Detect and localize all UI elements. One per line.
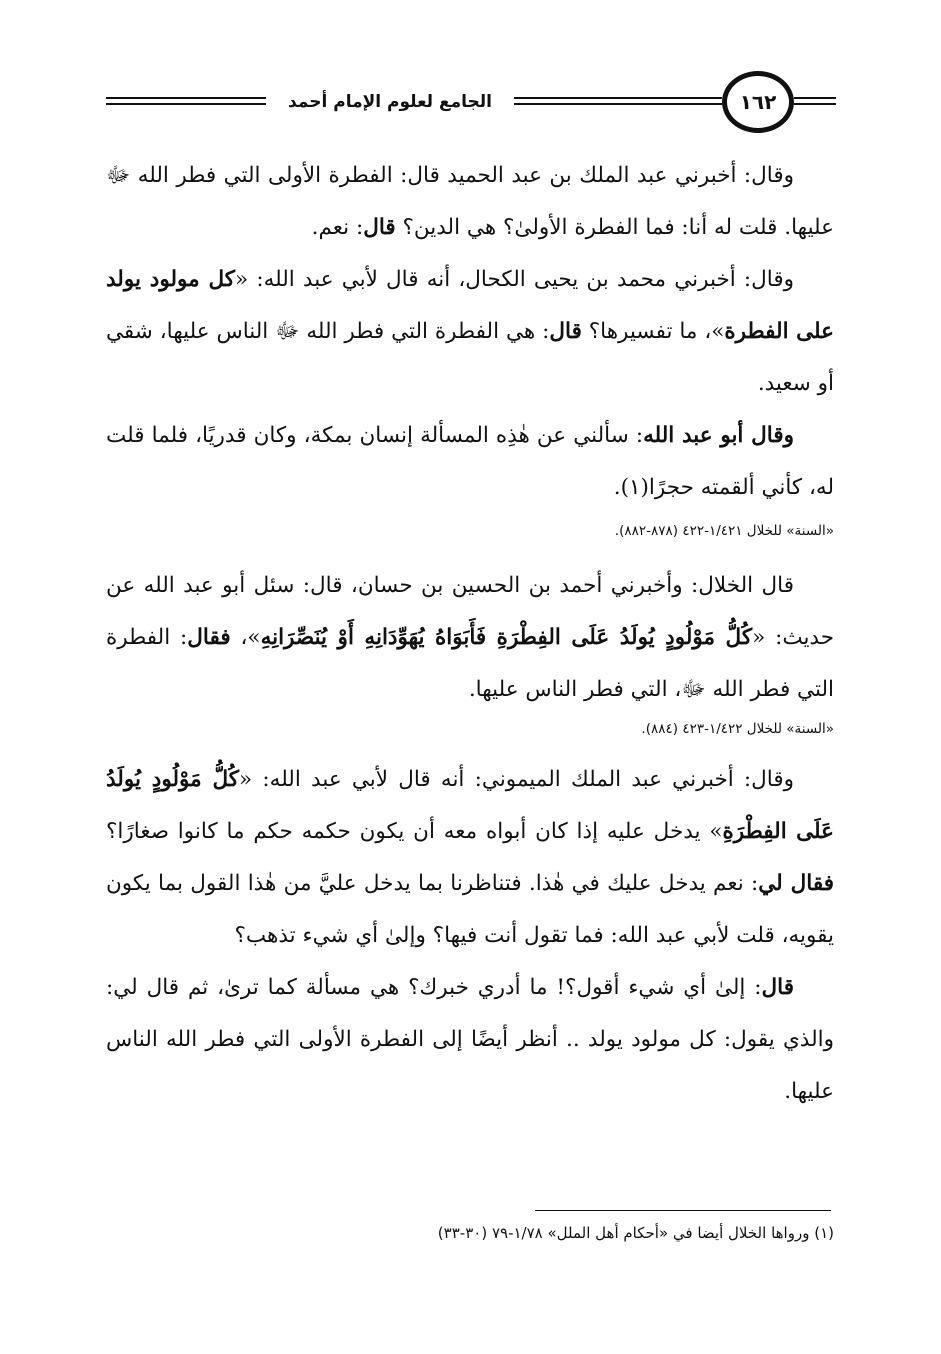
header-rule-left-bottom bbox=[106, 103, 266, 105]
paragraph-5-text-end: : نعم يدخل عليك في هٰذا. فتناظرنا بما يدخل عليَّ من هٰذا القول بما يكون يقويه، قلت لأبي عبد الله: فما تقول أنت فيها؟ وإلىٰ أي شيء تذهب؟ bbox=[106, 871, 834, 948]
paragraph-6-bold-qal: قال bbox=[761, 975, 794, 1000]
paragraph-4 bbox=[106, 560, 834, 716]
paragraph-1-text-end: : نعم. bbox=[311, 215, 364, 240]
paragraph-1 bbox=[106, 150, 834, 254]
paragraph-6 bbox=[106, 962, 834, 1118]
paragraph-4-bold-faqal: فقال bbox=[187, 625, 231, 650]
paragraph-3-text: : سألني عن هٰذِه المسألة إنسان بمكة، وكان قدريًا، فلما قلت له، كأني ألقمته حجرًا(١). bbox=[106, 423, 834, 500]
header-rule-right-top bbox=[794, 97, 836, 99]
paragraph-1-bold-qal: قال bbox=[363, 215, 396, 240]
footnote-separator bbox=[535, 1210, 831, 1211]
source-reference-2: «السنة» للخلال ١/٤٢٢-٤٢٣ (٨٨٤). bbox=[641, 721, 834, 737]
paragraph-2 bbox=[106, 254, 834, 410]
header-rule-mid-bottom bbox=[514, 103, 722, 105]
page-number bbox=[722, 71, 794, 133]
main-text bbox=[106, 150, 834, 1118]
paragraph-3 bbox=[106, 410, 834, 514]
paragraph-2-text: وقال: أخبرني محمد بن يحيى الكحال، أنه قال لأبي عبد الله: « bbox=[234, 267, 795, 292]
paragraph-4-text-end: : الفطرة التي فطر الله ﷻ، التي فطر الناس عليها. bbox=[106, 625, 834, 702]
paragraph-2-text-end: : هي الفطرة التي فطر الله ﷻ الناس عليها، شقي أو سعيد. bbox=[106, 319, 834, 396]
paragraph-2-bold-qal: قال bbox=[549, 319, 582, 344]
paragraph-5 bbox=[106, 754, 834, 962]
paragraph-5-text-mid: » يدخل عليه إذا كان أبواه معه أن يكون حكمه حكم ما كانوا صغارًا؟ bbox=[106, 819, 723, 844]
footnote-1: (١) ورواها الخلال أيضا في «أحكام أهل الملل» ١/٧٨-٧٩ (٣٠-٣٣) bbox=[437, 1224, 834, 1242]
paragraph-3-bold-speaker: وقال أبو عبد الله bbox=[643, 423, 794, 448]
page-number-text: ١٦٢ bbox=[739, 90, 777, 114]
paragraph-2-text-mid: »، ما تفسيرها؟ bbox=[581, 319, 725, 344]
page-header bbox=[106, 70, 836, 138]
running-title: الجامع لعلوم الإمام أحمد bbox=[288, 92, 492, 112]
paragraph-4-bold-hadith: كُلُّ مَوْلُودٍ يُولَدُ عَلَى الفِطْرَةِ فَأَبَوَاهُ يُهَوِّدَانِهِ أَوْ يُنَصِّرَانِهِ bbox=[260, 625, 753, 650]
paragraph-2-bold-hadith: كل مولود يولد على الفطرة bbox=[106, 267, 835, 344]
header-rule-left-top bbox=[106, 97, 266, 99]
source-reference-1: «السنة» للخلال ١/٤٢١-٤٢٢ (٨٧٨-٨٨٢). bbox=[614, 523, 834, 539]
paragraph-6-text: : إلىٰ أي شيء أقول؟! ما أدري خبرك؟ هي مسألة كما ترىٰ، ثم قال لي: والذي يقول: كل مولود يولد .. أنظر أيضًا إلى الفطرة الأولى التي فطر الله الناس عليها. bbox=[106, 975, 834, 1104]
paragraph-4-text: قال الخلال: وأخبرني أحمد بن الحسين بن حسان، قال: سئل أبو عبد الله عن حديث: « bbox=[106, 573, 835, 650]
header-rule-right-bottom bbox=[794, 103, 836, 105]
paragraph-5-text: وقال: أخبرني عبد الملك الميموني: أنه قال لأبي عبد الله: « bbox=[239, 767, 794, 792]
paragraph-4-text-mid: »، bbox=[230, 625, 261, 650]
header-rule-mid-top bbox=[514, 97, 722, 99]
paragraph-5-bold-hadith: كُلُّ مَوْلُودٍ يُولَدُ عَلَى الفِطْرَةِ bbox=[106, 767, 835, 844]
paragraph-1-text: وقال: أخبرني عبد الملك بن عبد الحميد قال: الفطرة الأولى التي فطر الله ﷻ عليها. قلت له أنا: فما الفطرة الأولىٰ؟ هي الدين؟ bbox=[106, 163, 834, 240]
paragraph-5-bold-faqal-li: فقال لي bbox=[758, 871, 834, 896]
